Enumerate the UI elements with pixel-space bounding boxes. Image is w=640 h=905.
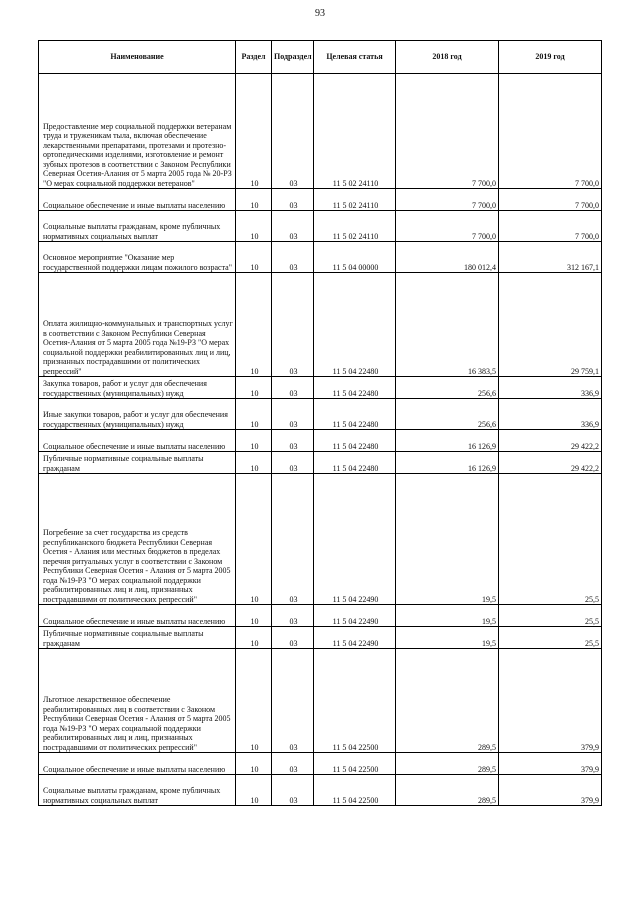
row-2018: 16 383,5 — [396, 273, 499, 377]
table-row — [39, 775, 602, 806]
row-2018: 16 126,9 — [396, 452, 499, 474]
row-name: Социальное обеспечение и иные выплаты населению — [39, 189, 236, 211]
row-subsection: 03 — [272, 430, 314, 452]
row-section: 10 — [236, 377, 272, 399]
row-target: 11 5 04 22480 — [314, 273, 396, 377]
row-2018: 7 700,0 — [396, 189, 499, 211]
row-name: Социальное обеспечение и иные выплаты населению — [39, 753, 236, 775]
row-section: 10 — [236, 399, 272, 430]
row-2019: 29 422,2 — [499, 452, 602, 474]
row-2019: 29 422,2 — [499, 430, 602, 452]
row-name: Оплата жилищно-коммунальных и транспортных услуг в соответствии с Законом Республики Северная Осетия-Алания от 5 марта 2005 года №19-РЗ "О мерах социальной поддержки реабилитированных лиц и лиц, признанных пострадавшими от политических репрессий" — [39, 273, 236, 377]
row-name: Социальное обеспечение и иные выплаты населению — [39, 430, 236, 452]
row-subsection: 03 — [272, 273, 314, 377]
row-target: 11 5 04 22490 — [314, 627, 396, 649]
table-row — [39, 273, 602, 377]
row-section: 10 — [236, 775, 272, 806]
row-target: 11 5 04 22480 — [314, 399, 396, 430]
row-subsection: 03 — [272, 627, 314, 649]
table-row — [39, 649, 602, 753]
row-2019: 336,9 — [499, 377, 602, 399]
row-section: 10 — [236, 474, 272, 605]
row-2018: 180 012,4 — [396, 242, 499, 273]
row-2019: 379,9 — [499, 775, 602, 806]
table-row — [39, 474, 602, 605]
row-section: 10 — [236, 753, 272, 775]
row-name: Публичные нормативные социальные выплаты гражданам — [39, 627, 236, 649]
row-2019: 7 700,0 — [499, 211, 602, 242]
row-target: 11 5 04 22500 — [314, 649, 396, 753]
row-2019: 312 167,1 — [499, 242, 602, 273]
row-target: 11 5 04 22500 — [314, 775, 396, 806]
row-section: 10 — [236, 605, 272, 627]
row-name: Социальное обеспечение и иные выплаты населению — [39, 605, 236, 627]
budget-table — [38, 40, 602, 806]
row-2018: 19,5 — [396, 605, 499, 627]
row-section: 10 — [236, 273, 272, 377]
page-number: 93 — [315, 8, 325, 19]
row-name: Льготное лекарственное обеспечение реабилитированных лиц в соответствии с Законом Республики Северная Осетия - Алания от 5 марта 2005 года №19-РЗ "О мерах социальной поддержки реабилитированных лиц и лиц, признанных пострадавшими от политических репрессий" — [39, 649, 236, 753]
row-2018: 19,5 — [396, 627, 499, 649]
row-2018: 289,5 — [396, 775, 499, 806]
row-subsection: 03 — [272, 377, 314, 399]
table-row — [39, 242, 602, 273]
table-row — [39, 605, 602, 627]
table-row — [39, 627, 602, 649]
row-name: Предоставление мер социальной поддержки ветеранам труда и труженикам тыла, включая обеспечение лекарственными препаратами, протезами и протезно-ортопедическими изделиями, изготовление и ремонт зубных протезов в соответствии с Законом Республики Северная Осетия-Алания от 5 марта 2005 года № 20-РЗ "О мерах социальной поддержки ветеранов" — [39, 74, 236, 189]
row-2019: 29 759,1 — [499, 273, 602, 377]
row-2019: 379,9 — [499, 649, 602, 753]
row-2019: 25,5 — [499, 627, 602, 649]
header-2019: 2019 год — [499, 41, 602, 74]
row-section: 10 — [236, 452, 272, 474]
row-target: 11 5 04 00000 — [314, 242, 396, 273]
table-row — [39, 452, 602, 474]
row-2018: 7 700,0 — [396, 211, 499, 242]
table-row — [39, 74, 602, 189]
row-2018: 19,5 — [396, 474, 499, 605]
row-section: 10 — [236, 74, 272, 189]
row-2018: 256,6 — [396, 399, 499, 430]
table-body — [39, 74, 602, 806]
row-name: Иные закупки товаров, работ и услуг для обеспечения государственных (муниципальных) нужд — [39, 399, 236, 430]
row-target: 11 5 02 24110 — [314, 211, 396, 242]
row-2018: 7 700,0 — [396, 74, 499, 189]
table-header — [39, 41, 602, 74]
row-2019: 379,9 — [499, 753, 602, 775]
row-target: 11 5 04 22490 — [314, 474, 396, 605]
row-target: 11 5 04 22480 — [314, 452, 396, 474]
row-target: 11 5 02 24110 — [314, 74, 396, 189]
row-subsection: 03 — [272, 399, 314, 430]
row-subsection: 03 — [272, 753, 314, 775]
row-2019: 25,5 — [499, 474, 602, 605]
row-section: 10 — [236, 189, 272, 211]
row-subsection: 03 — [272, 452, 314, 474]
table-row — [39, 377, 602, 399]
table-row — [39, 430, 602, 452]
row-2018: 256,6 — [396, 377, 499, 399]
row-target: 11 5 02 24110 — [314, 189, 396, 211]
row-target: 11 5 04 22480 — [314, 377, 396, 399]
row-section: 10 — [236, 242, 272, 273]
header-target: Целевая статья — [314, 41, 396, 74]
row-name: Социальные выплаты гражданам, кроме публичных нормативных социальных выплат — [39, 211, 236, 242]
header-row — [39, 41, 602, 74]
row-name: Основное мероприятие "Оказание мер государственной поддержки лицам пожилого возраста" — [39, 242, 236, 273]
header-name: Наименование — [39, 41, 236, 74]
row-section: 10 — [236, 627, 272, 649]
row-subsection: 03 — [272, 605, 314, 627]
row-subsection: 03 — [272, 775, 314, 806]
row-section: 10 — [236, 649, 272, 753]
row-subsection: 03 — [272, 649, 314, 753]
row-2019: 7 700,0 — [499, 74, 602, 189]
table-row — [39, 399, 602, 430]
row-target: 11 5 04 22480 — [314, 430, 396, 452]
row-subsection: 03 — [272, 189, 314, 211]
table-row — [39, 211, 602, 242]
row-2019: 7 700,0 — [499, 189, 602, 211]
row-name: Закупка товаров, работ и услуг для обеспечения государственных (муниципальных) нужд — [39, 377, 236, 399]
row-target: 11 5 04 22490 — [314, 605, 396, 627]
row-name: Погребение за счет государства из средств республиканского бюджета Республики Северная Осетия - Алания или местных бюджетов в пределах перечня ритуальных услуг в соответствии с Законом Республики Северная Осетия - Алания от 5 марта 2005 года №19-РЗ "О мерах социальной поддержки реабилитированных лиц и лиц, признанных пострадавшими от политических репрессий" — [39, 474, 236, 605]
row-2018: 289,5 — [396, 649, 499, 753]
row-subsection: 03 — [272, 74, 314, 189]
row-2018: 289,5 — [396, 753, 499, 775]
row-name: Социальные выплаты гражданам, кроме публичных нормативных социальных выплат — [39, 775, 236, 806]
table-row — [39, 753, 602, 775]
row-2019: 25,5 — [499, 605, 602, 627]
header-2018: 2018 год — [396, 41, 499, 74]
row-subsection: 03 — [272, 474, 314, 605]
header-section: Раздел — [236, 41, 272, 74]
table-row — [39, 189, 602, 211]
header-subsection: Подраздел — [272, 41, 314, 74]
row-section: 10 — [236, 211, 272, 242]
row-section: 10 — [236, 430, 272, 452]
row-name: Публичные нормативные социальные выплаты гражданам — [39, 452, 236, 474]
row-subsection: 03 — [272, 242, 314, 273]
row-subsection: 03 — [272, 211, 314, 242]
row-target: 11 5 04 22500 — [314, 753, 396, 775]
row-2018: 16 126,9 — [396, 430, 499, 452]
row-2019: 336,9 — [499, 399, 602, 430]
